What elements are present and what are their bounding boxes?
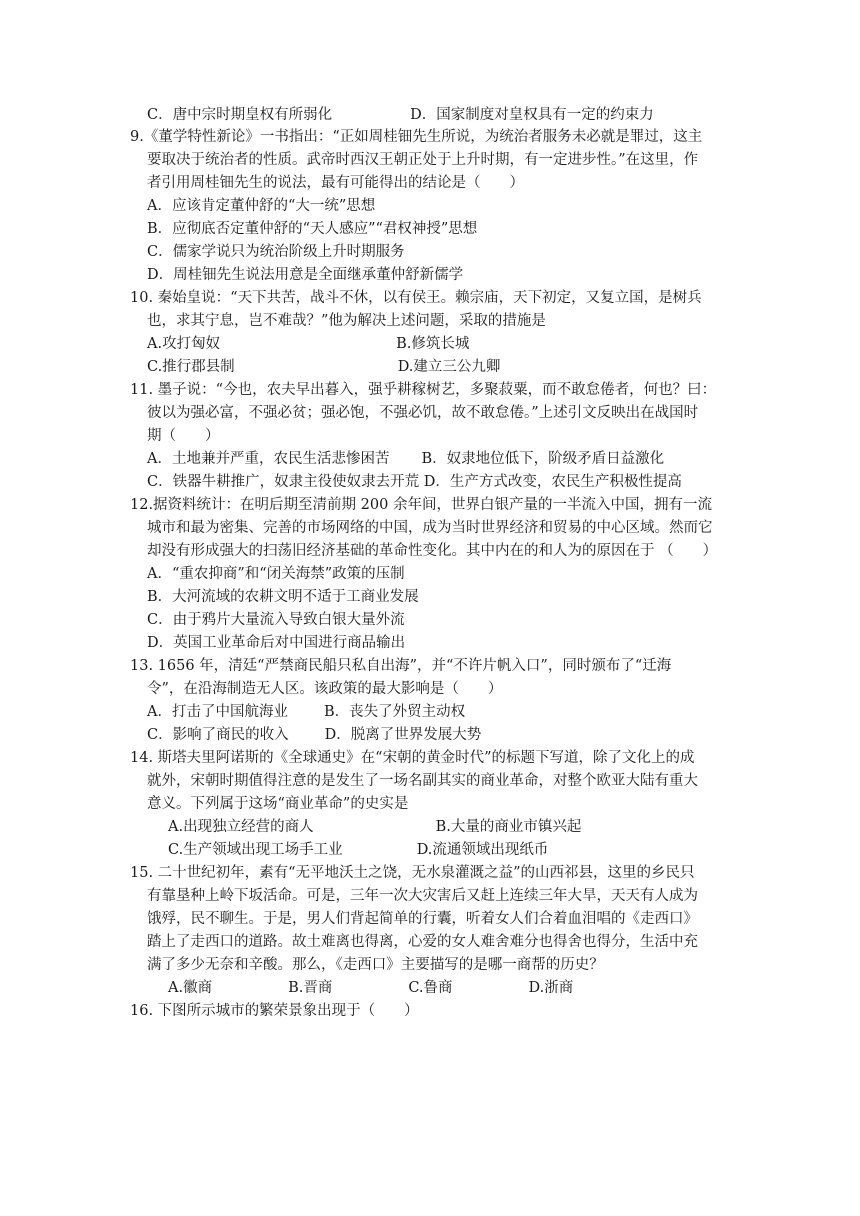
q11-option-a: A．土地兼并严重，农民生活悲惨困苦 (147, 451, 390, 467)
q10-options-ab (147, 333, 469, 355)
q12-option-d: D．英国工业革命后对中国进行商品输出 (147, 635, 406, 651)
q15-stem-line-4: 踏上了走西口的道路。故土难离也得离，心爱的女人难舍难分也得舍也得分，生活中充 (147, 934, 698, 950)
q13-stem-line-1: 13. 1656 年，清廷“严禁商民船只私自出海”，并“不许片帆入口”，同时颁布了“迁海 (130, 658, 672, 674)
q15-option-a: A.徽商 (168, 980, 213, 996)
q13-option-a: A．打击了中国航海业 (147, 704, 288, 720)
q12-option-a: A．“重农抑商”和“闭关海禁”政策的压制 (147, 566, 405, 582)
q14-option-a: A.出现独立经营的商人 (168, 819, 314, 835)
q15-stem-line-2: 有靠垦种上岭下坂活命。可是，三年一次大灾害后又赶上连续三年大旱，天天有人成为 (147, 888, 698, 904)
q12-stem-line-2: 城市和最为密集、完善的市场网络的中国，成为当时世界经济和贸易的中心区域。然而它 (147, 520, 713, 536)
q9-option-c: C．儒家学说只为统治阶级上升时期服务 (147, 244, 405, 260)
q10-stem-line-2: 也，求其宁息，岂不难哉？”他为解决上述问题，采取的措施是 (147, 313, 546, 329)
q15-options (168, 977, 573, 999)
q10-option-c: C.推行郡县制 (147, 359, 235, 375)
q14-stem-line-2: 就外，宋朝时期值得注意的是发生了一场名副其实的商业革命，对整个欧亚大陆有重大 (147, 773, 698, 789)
q8-option-c: C．唐中宗时期皇权有所弱化 (147, 107, 333, 123)
q10-option-b: B.修筑长城 (396, 336, 470, 352)
q15-stem-line-1: 15. 二十世纪初年，素有“无平地沃土之饶，无水泉灌溉之益”的山西祁县，这里的乡民只 (130, 865, 695, 881)
q14-stem-line-3: 意义。下列属于这场“商业革命”的史实是 (147, 796, 409, 812)
q15-stem-line-3: 饿殍，民不聊生。于是，男人们背起简单的行囊，听着女人们合着血泪唱的《走西口》 (147, 911, 698, 927)
q13-option-b: B．丧失了外贸主动权 (323, 704, 466, 720)
q14-stem-line-1: 14. 斯塔夫里阿诺斯的《全球通史》在“宋朝的黄金时代”的标题下写道，除了文化上的成 (130, 750, 695, 766)
q13-options-ab (147, 701, 465, 723)
q15-stem-line-5: 满了多少无奈和辛酸。那么，《走西口》主要描写的是哪一商帮的历史？ (147, 957, 604, 973)
q10-options-cd (147, 356, 500, 378)
q15-option-d: D.浙商 (528, 980, 574, 996)
q11-option-b: B．奴隶地位低下，阶级矛盾日益激化 (421, 451, 665, 467)
q9-option-a: A．应该肯定董仲舒的“大一统”思想 (147, 198, 376, 214)
q9-stem-line-2: 要取决于统治者的性质。武帝时西汉王朝正处于上升时期，有一定进步性。”在这里，作 (147, 152, 699, 168)
q9-stem-line-3: 者引用周桂钿先生的说法，最有可能得出的结论是（ ） (147, 175, 524, 191)
q11-stem-line-2: 彼以为强必富，不强必贫；强必饱，不强必饥，故不敢怠倦。”上述引文反映出在战国时 (147, 405, 699, 421)
q12-stem-line-3: 却没有形成强大的扫荡旧经济基础的革命性变化。其中内在的和人为的原因在于 （ ） (147, 543, 718, 559)
q12-option-b: B．大河流域的农耕文明不适于工商业发展 (147, 589, 419, 605)
q13-option-c: C．影响了商民的收入 (147, 727, 289, 743)
q14-options-ab (168, 816, 581, 838)
q13-options-cd (147, 724, 481, 746)
q9-option-d: D．周桂钿先生说法用意是全面继承董仲舒新儒学 (147, 267, 464, 283)
q15-option-c: C.鲁商 (408, 980, 453, 996)
q11-options-ab (147, 448, 664, 470)
q8-options-cd (147, 104, 654, 126)
q13-stem-line-2: 令”，在沿海制造无人区。该政策的最大影响是（ ） (147, 681, 503, 697)
q10-option-d: D.建立三公九卿 (397, 359, 501, 375)
q10-stem-line-1: 10. 秦始皇说：“天下共苦，战斗不休，以有侯王。赖宗庙，天下初定，又复立国，是树兵 (130, 290, 702, 306)
q9-stem-line-1: 9.《董学特性新论》一书指出：“正如周桂钿先生所说，为统治者服务未必就是罪过，这主 (130, 129, 703, 145)
q9-option-b: B．应彻底否定董仲舒的“天人感应”“君权神授”思想 (147, 221, 478, 237)
q15-option-b: B.晋商 (288, 980, 333, 996)
q10-option-a: A.攻打匈奴 (147, 336, 221, 352)
q14-option-d: D.流通领域出现纸币 (416, 842, 549, 858)
q12-option-c: C．由于鸦片大量流入导致白银大量外流 (147, 612, 405, 628)
q12-stem-line-1: 12.据资料统计：在明后期至清前期 200 余年间，世界白银产量的一半流入中国，拥有一流 (130, 497, 712, 513)
q14-option-b: B.大量的商业市镇兴起 (435, 819, 582, 835)
q11-options-cd: C．铁器牛耕推广，奴隶主役使奴隶去开荒 D．生产方式改变，农民生产积极性提高 (147, 474, 682, 490)
q11-stem-line-3: 期（ ） (147, 428, 220, 444)
q14-option-c: C.生产领域出现工场手工业 (168, 842, 343, 858)
q8-option-d: D．国家制度对皇权具有一定的约束力 (410, 107, 654, 123)
q16-stem-line-1: 16. 下图所示城市的繁荣景象出现于（ ） (130, 1003, 419, 1019)
q14-options-cd (168, 839, 548, 861)
q11-stem-line-1: 11. 墨子说：“今也，农夫早出暮入，强乎耕稼树艺，多聚菽粟，而不敢怠倦者，何也？曰： (130, 382, 717, 398)
q13-option-d: D．脱离了世界发展大势 (324, 727, 482, 743)
